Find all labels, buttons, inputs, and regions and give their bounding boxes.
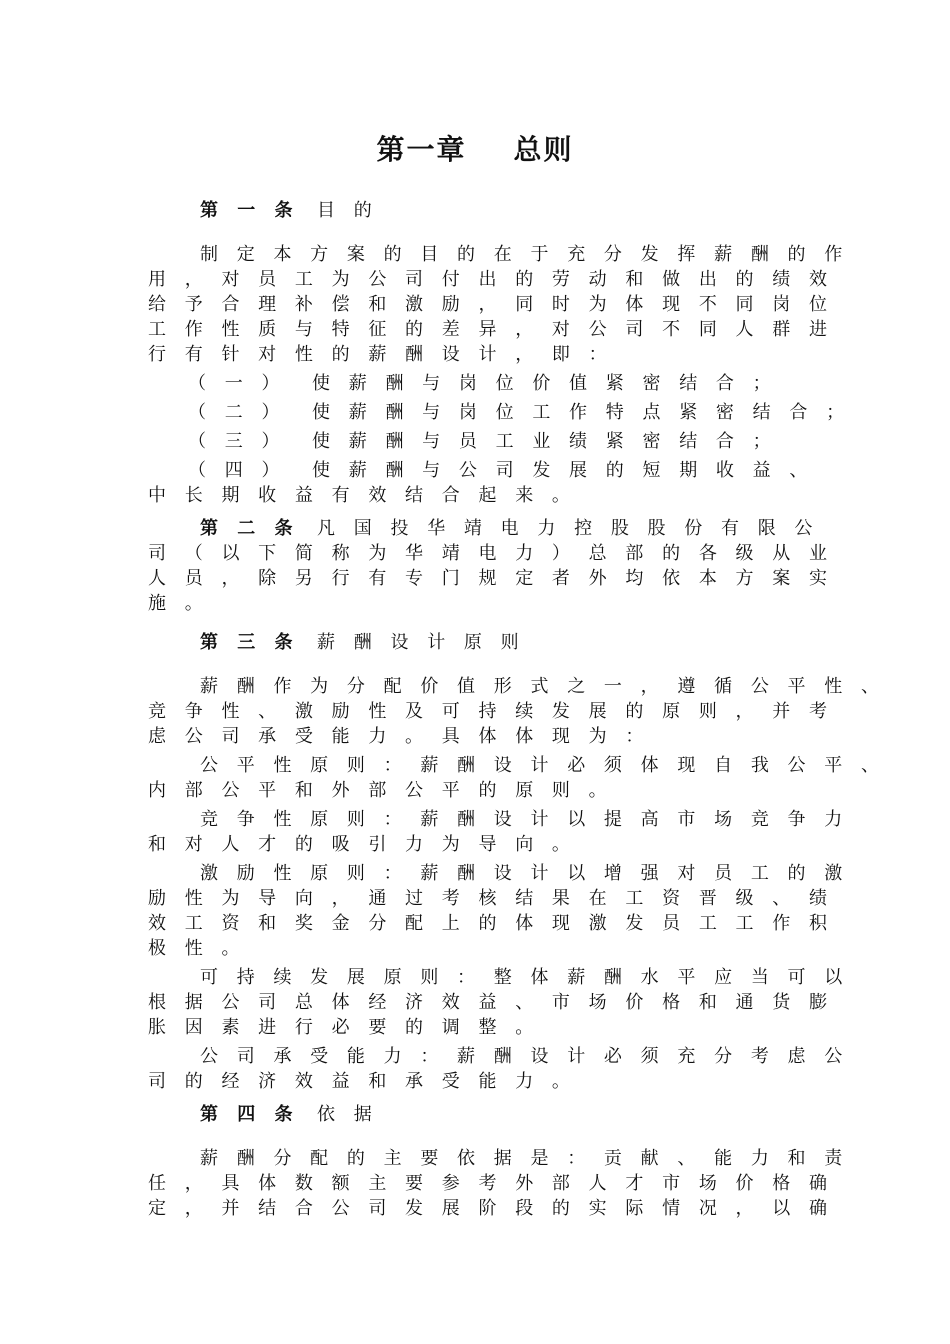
paragraph-line: 任 ， 具 体 数 额 主 要 参 考 外 部 人 才 市 场 价 格 确 (148, 1173, 834, 1194)
document-body (148, 196, 886, 1221)
paragraph-line: 胀 因 素 进 行 必 要 的 调 整 。 (148, 1017, 540, 1038)
article-2-first-line (148, 516, 819, 541)
list-item-number: （ 二 ） (188, 402, 286, 423)
list-item-number: （ 四 ） (188, 460, 286, 481)
paragraph-line: 制 定 本 方 案 的 目 的 在 于 充 分 发 挥 薪 酬 的 作 (200, 244, 849, 265)
list-item-number: （ 三 ） (188, 431, 286, 452)
paragraph-line: 和 对 人 才 的 吸 引 力 为 导 向 。 (148, 834, 577, 855)
paragraph-line: 用 ， 对 员 工 为 公 司 付 出 的 劳 动 和 做 出 的 绩 效 (148, 269, 834, 290)
list-item (148, 371, 798, 396)
paragraph-line: 竞 争 性 、 激 励 性 及 可 持 续 发 展 的 原 则 ， 并 考 (148, 701, 834, 722)
list-item-text: 使 薪 酬 与 员 工 业 绩 紧 密 结 合 ； (312, 431, 778, 452)
list-item-text: 使 薪 酬 与 岗 位 价 值 紧 密 结 合 ； (312, 373, 778, 394)
list-item-continuation: 中 长 期 收 益 有 效 结 合 起 来 。 (148, 485, 577, 506)
article-4-label: 第 四 条 (200, 1104, 300, 1125)
paragraph-line: 司 （ 以 下 简 称 为 华 靖 电 力 ） 总 部 的 各 级 从 业 (148, 543, 834, 564)
principle-sustainability: 可 持 续 发 展 原 则 ： 整 体 薪 酬 水 平 应 当 可 以 (200, 967, 849, 988)
principle-incentive: 激 励 性 原 则 ： 薪 酬 设 计 以 增 强 对 员 工 的 激 (200, 863, 849, 884)
article-3-title: 薪 酬 设 计 原 则 (317, 632, 526, 653)
list-item (148, 458, 814, 483)
chapter-title: 第一章 总则 (376, 133, 574, 166)
list-item-text: 使 薪 酬 与 岗 位 工 作 特 点 紧 密 结 合 ； (312, 402, 851, 423)
list-item-text: 使 薪 酬 与 公 司 发 展 的 短 期 收 益 、 (312, 460, 814, 481)
paragraph-line: 根 据 公 司 总 体 经 济 效 益 、 市 场 价 格 和 通 货 膨 (148, 992, 834, 1013)
principle-competitiveness: 竞 争 性 原 则 ： 薪 酬 设 计 以 提 高 市 场 竞 争 力 (200, 809, 849, 830)
article-1-heading (148, 196, 798, 226)
principle-fairness: 公 平 性 原 则 ： 薪 酬 设 计 必 须 体 现 自 我 公 平 、 (200, 755, 886, 776)
paragraph-line: 工 作 性 质 与 特 征 的 差 异 ， 对 公 司 不 同 人 群 进 (148, 319, 834, 340)
article-3-label: 第 三 条 (200, 632, 300, 653)
article-3-heading (148, 628, 798, 658)
paragraph-line: 励 性 为 导 向 ， 通 过 考 核 结 果 在 工 资 晋 级 、 绩 (148, 888, 834, 909)
paragraph-line: 施 。 (148, 593, 210, 614)
article-1-label: 第 一 条 (200, 200, 300, 221)
list-item (148, 400, 851, 425)
paragraph-line: 虑 公 司 承 受 能 力 。 具 体 体 现 为 ： (148, 726, 650, 747)
article-2-text: 凡 国 投 华 靖 电 力 控 股 股 份 有 限 公 (317, 518, 819, 539)
principle-affordability: 公 司 承 受 能 力 ： 薪 酬 设 计 必 须 充 分 考 虑 公 (200, 1046, 849, 1067)
paragraph-line: 定 ， 并 结 合 公 司 发 展 阶 段 的 实 际 情 况 ， 以 确 (148, 1198, 834, 1219)
paragraph-line: 给 予 合 理 补 偿 和 激 励 ， 同 时 为 体 现 不 同 岗 位 (148, 294, 834, 315)
article-1-title: 目 的 (317, 200, 379, 221)
paragraph-line: 人 员 ， 除 另 行 有 专 门 规 定 者 外 均 依 本 方 案 实 (148, 568, 834, 589)
paragraph-line: 行 有 针 对 性 的 薪 酬 设 计 ， 即 ： (148, 344, 614, 365)
paragraph-line: 内 部 公 平 和 外 部 公 平 的 原 则 。 (148, 780, 614, 801)
article-4-heading (148, 1100, 798, 1130)
list-item (148, 429, 798, 454)
paragraph-line: 极 性 。 (148, 938, 246, 959)
paragraph-line: 效 工 资 和 奖 金 分 配 上 的 体 现 激 发 员 工 工 作 积 (148, 913, 834, 934)
article-4-title: 依 据 (317, 1104, 379, 1125)
paragraph-line: 薪 酬 分 配 的 主 要 依 据 是 ： 贡 献 、 能 力 和 责 (200, 1148, 849, 1169)
list-item-number: （ 一 ） (188, 373, 286, 394)
paragraph-line: 薪 酬 作 为 分 配 价 值 形 式 之 一 ， 遵 循 公 平 性 、 (200, 676, 886, 697)
article-2-label: 第 二 条 (200, 518, 300, 539)
paragraph-line: 司 的 经 济 效 益 和 承 受 能 力 。 (148, 1071, 577, 1092)
